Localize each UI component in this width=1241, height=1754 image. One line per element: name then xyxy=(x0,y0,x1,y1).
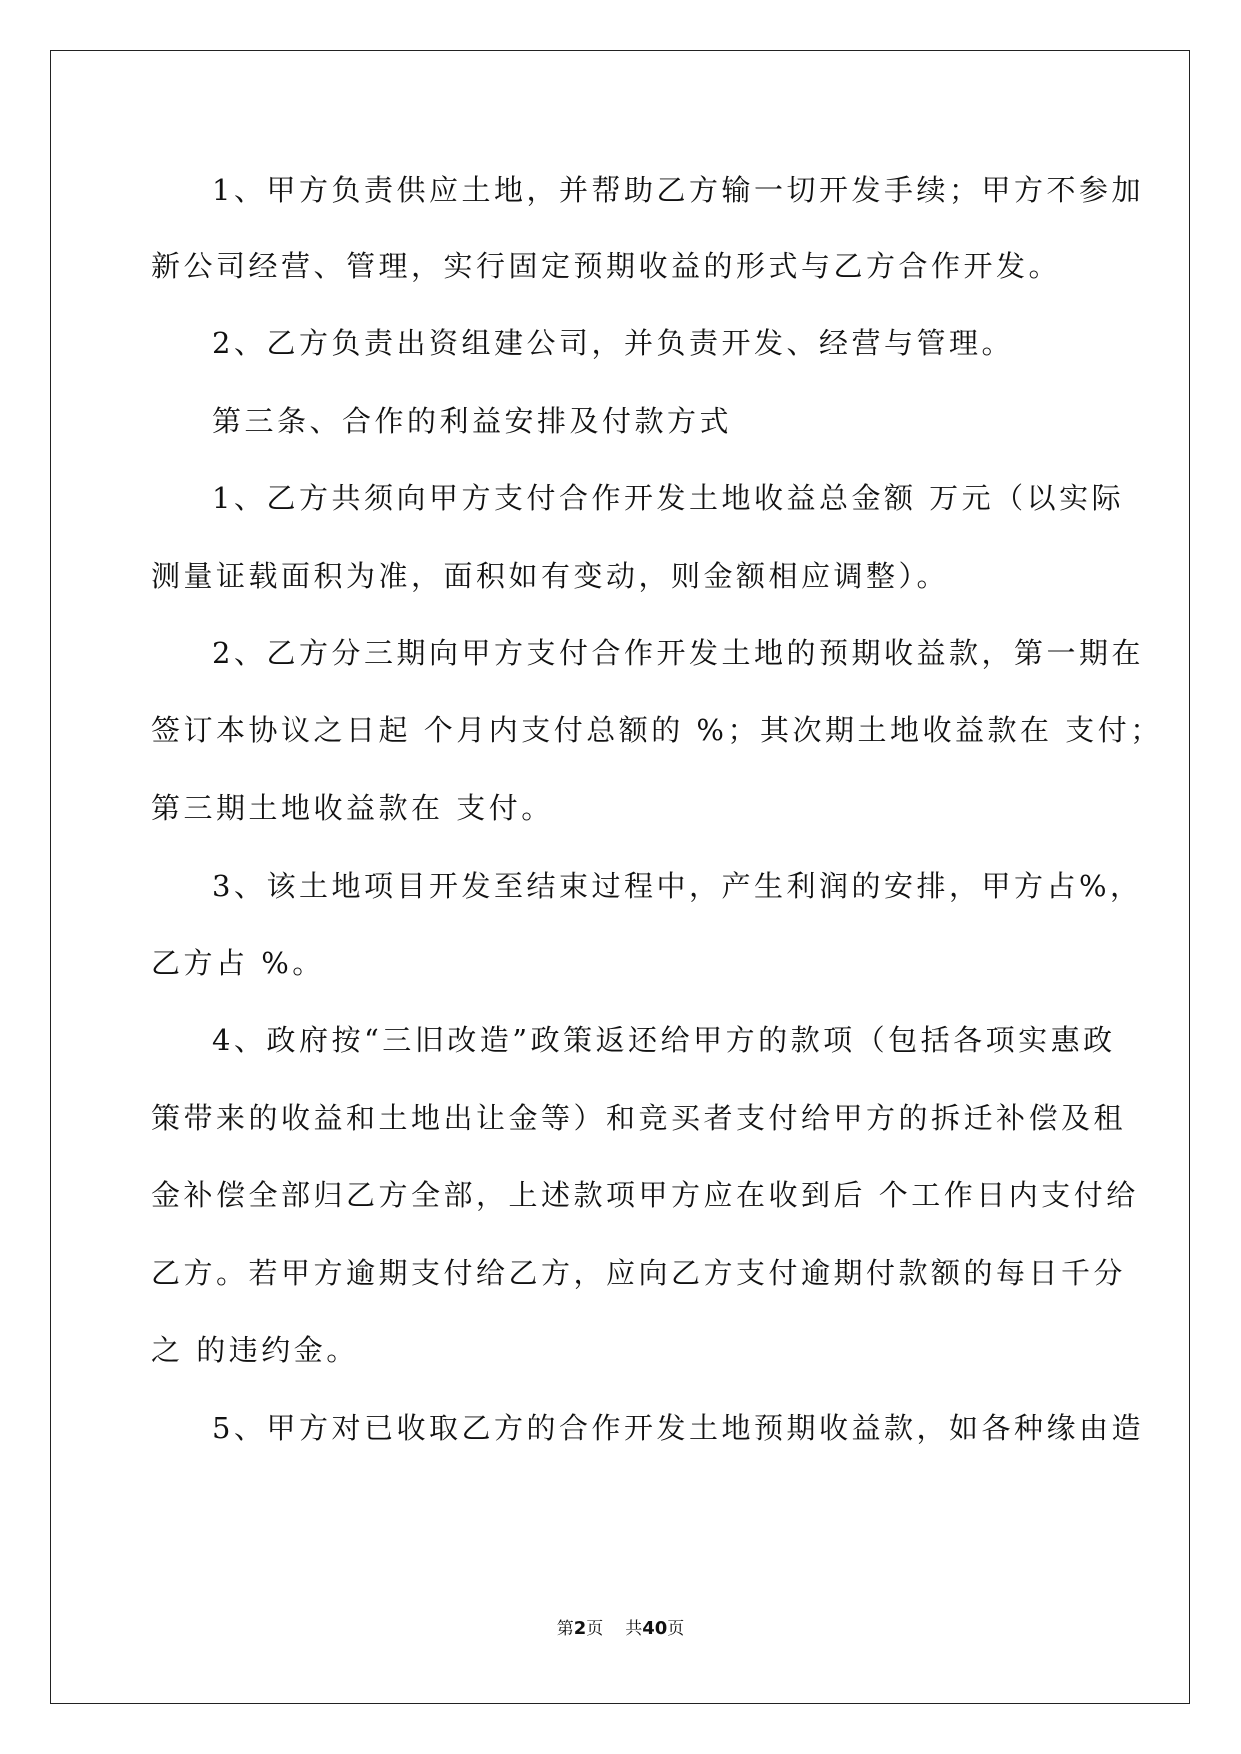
paragraph-line: 2、乙方负责出资组建公司，并负责开发、经营与管理。 xyxy=(212,326,1014,360)
paragraph-line: 1、乙方共须向甲方支付合作开发土地收益总金额 万元（以实际 xyxy=(212,481,1125,515)
paragraph-line: 策带来的收益和土地出让金等）和竞买者支付给甲方的拆迁补偿及租 xyxy=(151,1101,1127,1135)
page-number-suffix: 页 xyxy=(586,1619,604,1639)
page-number-prefix: 第 xyxy=(556,1619,574,1639)
total-pages-prefix: 共 xyxy=(625,1619,643,1639)
paragraph-line: 1、甲方负责供应土地，并帮助乙方输一切开发手续；甲方不参加 xyxy=(212,173,1144,207)
paragraph-line: 签订本协议之日起 个月内支付总额的 %；其次期土地收益款在 支付； xyxy=(151,713,1163,747)
total-pages: 40 xyxy=(642,1618,668,1639)
paragraph-line: 新公司经营、管理，实行固定预期收益的形式与乙方合作开发。 xyxy=(151,249,1062,283)
page-footer xyxy=(0,1617,1241,1641)
paragraph-line: 乙方占 %。 xyxy=(151,946,325,980)
paragraph-line: 2、乙方分三期向甲方支付合作开发土地的预期收益款，第一期在 xyxy=(212,636,1144,670)
paragraph-line: 5、甲方对已收取乙方的合作开发土地预期收益款，如各种缘由造 xyxy=(212,1411,1144,1445)
paragraph-line: 之 的违约金。 xyxy=(151,1333,359,1367)
total-pages-suffix: 页 xyxy=(667,1619,685,1639)
section-heading: 第三条、合作的利益安排及付款方式 xyxy=(212,404,733,438)
paragraph-line: 4、政府按“三旧改造”政策返还给甲方的款项（包括各项实惠政 xyxy=(212,1023,1116,1057)
paragraph-line: 第三期土地收益款在 支付。 xyxy=(151,791,554,825)
paragraph-line: 金补偿全部归乙方全部，上述款项甲方应在收到后 个工作日内支付给 xyxy=(151,1178,1139,1212)
page-number: 2 xyxy=(573,1618,587,1639)
paragraph-line: 测量证载面积为准，面积如有变动，则金额相应调整）。 xyxy=(151,559,950,593)
paragraph-line: 乙方。若甲方逾期支付给乙方，应向乙方支付逾期付款额的每日千分 xyxy=(151,1256,1127,1290)
paragraph-line: 3、该土地项目开发至结束过程中，产生利润的安排，甲方占%， xyxy=(212,869,1143,903)
